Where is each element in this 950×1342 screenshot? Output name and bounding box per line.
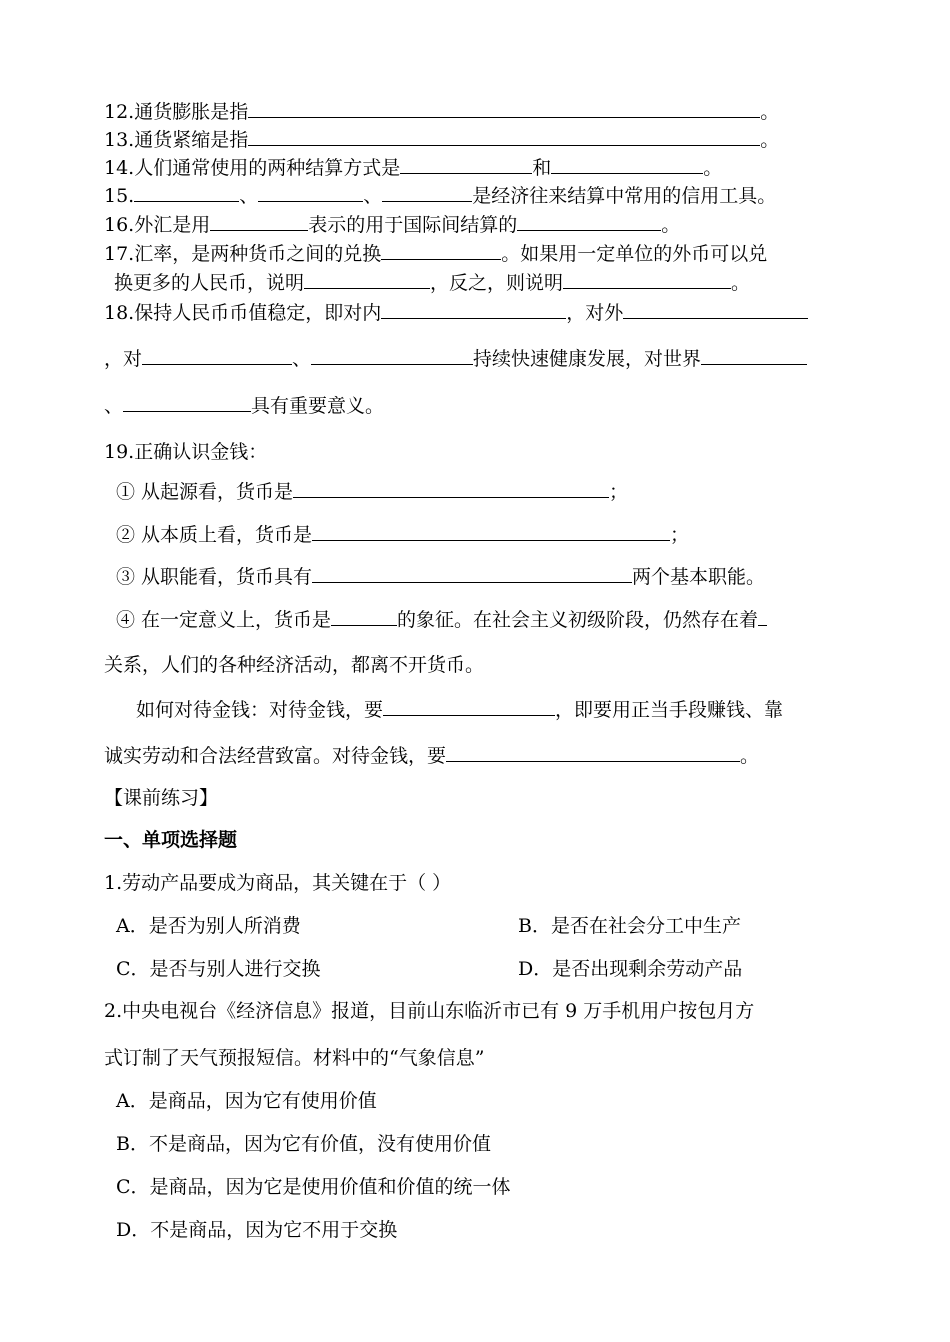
q18-blank-5[interactable] [701,346,807,365]
q19-item-1-end: ； [609,481,629,503]
q12-end: 。 [760,101,780,123]
q17-text-4: ，反之，则说明 [430,272,564,294]
q19-item-4-cont: 关系，人们的各种经济活动，都离不开货币。 [104,654,485,676]
q18-text-6: 、 [104,395,124,417]
q18-line-1 [104,300,808,325]
q19-item-4-text-1: ④ 在一定意义上，货币是 [116,609,332,631]
q18-blank-3[interactable] [142,346,292,365]
q18-line-3 [104,393,384,418]
q18-blank-1[interactable] [381,300,566,319]
q19-item-2-blank[interactable] [312,522,670,541]
q16-text-1: 16.外汇是用 [104,214,211,236]
mc2-option-c[interactable]: C．是商品，因为它是使用价值和价值的统一体 [116,1176,511,1198]
mc2-option-a[interactable]: A．是商品，因为它有使用价值 [116,1090,377,1112]
q19-how-line-2 [104,743,759,768]
q19-how-text-3: 诚实劳动和合法经营致富。对待金钱，要 [104,745,447,767]
mc2-stem-2: 式订制了天气预报短信。材料中的“气象信息” [104,1047,485,1069]
q19-item-4 [116,607,767,632]
q19-how-blank-2[interactable] [446,743,740,762]
q15-sep-2: 、 [363,185,383,207]
q19-how-text-1: 如何对待金钱：对待金钱，要 [136,699,384,721]
q13-line [104,127,779,152]
q13-end: 。 [760,129,780,151]
section-practice: 【课前练习】 [104,787,219,809]
q15-blank-3[interactable] [382,183,472,202]
mc1-option-b[interactable]: B．是否在社会分工中生产 [518,915,741,937]
q17-line-1 [104,241,767,266]
q19-item-1 [116,479,628,504]
q18-line-2 [104,346,807,371]
q18-blank-2[interactable] [623,300,808,319]
q18-text-2: ，对外 [566,302,624,324]
q19-item-4-blank-1[interactable] [331,607,397,626]
mc1-option-c[interactable]: C．是否与别人进行交换 [116,958,321,980]
q17-text-3: 换更多的人民币，说明 [114,272,305,294]
q19-item-4-blank-2[interactable] [758,607,767,626]
q19-item-3-blank[interactable] [312,564,632,583]
q19-how-line-1 [136,697,783,722]
q15-blank-1[interactable] [134,183,239,202]
q19-how-end: 。 [740,745,760,767]
q19-title: 19.正确认识金钱： [104,441,268,463]
q19-how-text-2: ，即要用正当手段赚钱、靠 [555,699,784,721]
q19-item-3-end: 两个基本职能。 [632,566,766,588]
q16-line [104,212,680,237]
q16-end: 。 [661,214,681,236]
q17-end: 。 [731,272,751,294]
q17-line-2 [114,270,750,295]
q19-item-2 [116,522,689,547]
q14-blank-2[interactable] [551,155,703,174]
q12-line [104,99,779,124]
q15-blank-2[interactable] [258,183,363,202]
q14-and: 和 [532,157,552,179]
q15-text: 是经济往来结算中常用的信用工具。 [472,185,777,207]
section-single-choice: 一、单项选择题 [104,829,238,851]
mc1-option-d[interactable]: D．是否出现剩余劳动产品 [518,958,743,980]
q19-item-3-text: ③ 从职能看，货币具有 [116,566,313,588]
q15-number: 15. [104,185,135,207]
q14-blank-1[interactable] [400,155,532,174]
q18-text-1: 18.保持人民币币值稳定，即对内 [104,302,382,324]
q16-text-2: 表示的用于国际间结算的 [308,214,518,236]
q14-text: 14.人们通常使用的两种结算方式是 [104,157,401,179]
q12-blank[interactable] [248,99,760,118]
q16-blank-2[interactable] [517,212,661,231]
q19-item-2-text: ② 从本质上看，货币是 [116,524,313,546]
q19-item-3 [116,564,765,589]
mc2-option-b[interactable]: B．不是商品，因为它有价值，没有使用价值 [116,1133,491,1155]
q17-blank-1[interactable] [381,241,501,260]
q18-text-7: 具有重要意义。 [251,395,385,417]
q19-how-blank-1[interactable] [383,697,555,716]
mc1-option-a[interactable]: A．是否为别人所消费 [116,915,301,937]
mc2-stem-1: 2.中央电视台《经济信息》报道，目前山东临沂市已有 9 万手机用户按包月方 [104,1000,755,1022]
q19-item-1-blank[interactable] [293,479,609,498]
q12-text: 12.通货膨胀是指 [104,101,249,123]
q15-sep-1: 、 [239,185,259,207]
mc2-option-d[interactable]: D．不是商品，因为它不用于交换 [116,1219,398,1241]
mc1-stem: 1.劳动产品要成为商品，其关键在于（ ） [104,872,452,894]
q17-blank-2[interactable] [304,270,430,289]
q18-text-5: 持续快速健康发展，对世界 [473,348,702,370]
q18-blank-6[interactable] [123,393,251,412]
q14-line [104,155,722,180]
q18-text-3: ，对 [104,348,143,370]
q19-item-1-text: ① 从起源看，货币是 [116,481,294,503]
q15-line [104,183,776,208]
q18-blank-4[interactable] [311,346,473,365]
q14-end: 。 [703,157,723,179]
q13-blank[interactable] [248,127,760,146]
q13-text: 13.通货紧缩是指 [104,129,249,151]
q16-blank-1[interactable] [210,212,308,231]
q17-text-1: 17.汇率，是两种货币之间的兑换 [104,243,382,265]
q18-text-4: 、 [292,348,312,370]
q17-text-2: 。如果用一定单位的外币可以兑 [501,243,768,265]
q19-item-2-end: ； [670,524,690,546]
q17-blank-3[interactable] [563,270,731,289]
q19-item-4-text-2: 的象征。在社会主义初级阶段，仍然存在着 [397,609,759,631]
